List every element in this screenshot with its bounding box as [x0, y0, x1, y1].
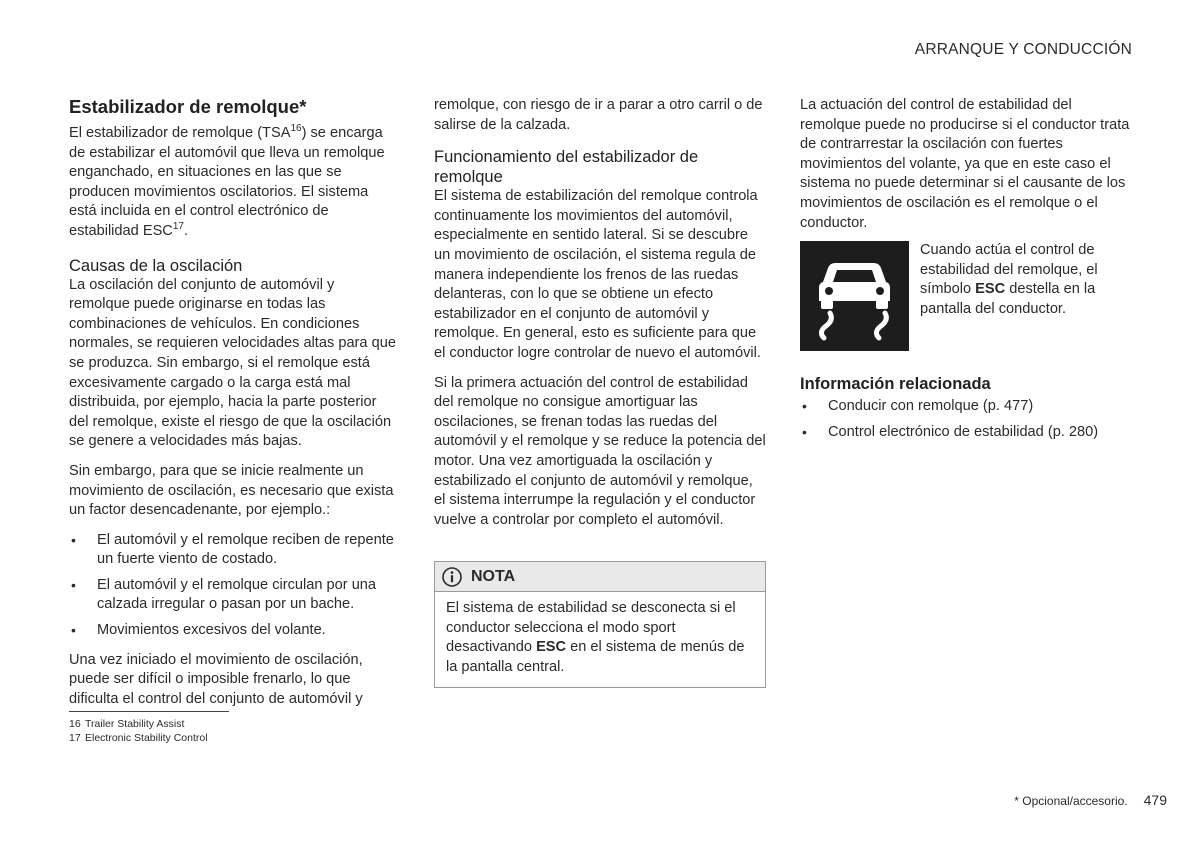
related-link-1[interactable]: • Conducir con remolque (p. 477) [800, 397, 1132, 417]
causes-paragraph-1: La oscilación del conjunto de automóvil y remolque puede originarse en todas las combinaciones de vehículos. En condiciones normales, se requieren velocidades altas para que se produzca. Sin embargo, si el remolque está excesivamente cargado o la carga está mal distribuida, por ejemplo, hacia la parte posterior del remolque, existe el riesgo de que la oscilación se genere a velocidades más bajas. [69, 276, 396, 450]
causes-paragraph-3: Una vez iniciado el movimiento de oscilación, puede ser difícil o imposible frenarlo, lo que dificulta el control del conjunto de automóvil y [69, 651, 363, 707]
info-icon [441, 566, 463, 588]
limitation-paragraph: La actuación del control de estabilidad del remolque puede no producirse si el conductor trata de contrarrestar la oscilación con fuertes movimientos del volante, ya que en este caso el sistema no puede determinar si el causante de los movimientos de oscilación es el remolque o el conductor. [800, 97, 1130, 231]
causes-paragraph-2: Sin embargo, para que se inicie realmente un movimiento de oscilación, es necesario que exista un factor desencadenante, por ejemplo.: [69, 462, 394, 519]
page-footer [1014, 792, 1167, 808]
note-header [435, 562, 765, 592]
related-heading: Información relacionada [800, 375, 991, 393]
list-item: • El automóvil y el remolque circulan por una calzada irregular o pasan por un bache. [69, 576, 399, 615]
list-item: • Movimientos excesivos del volante. [69, 621, 399, 641]
note-box [434, 561, 766, 688]
list-item: • El automóvil y el remolque reciben de repente un fuerte viento de costado. [69, 531, 399, 570]
footnotes [69, 717, 208, 745]
footnote-16 [69, 717, 208, 731]
esc-skid-icon [800, 241, 909, 351]
intro-paragraph [69, 124, 399, 242]
footnote-number: 17 [69, 732, 81, 744]
optional-note: * Opcional/accesorio. [1014, 794, 1128, 808]
related-link-2[interactable]: • Control electrónico de estabilidad (p. 280) [800, 423, 1132, 443]
note-title: NOTA [471, 567, 516, 585]
function-heading: Funcionamiento del estabilizador de remolque [434, 148, 699, 187]
column-1 [69, 96, 399, 719]
footnote-ref-17: 17 [172, 220, 184, 232]
function-paragraph-1: El sistema de estabilización del remolque controla continuamente los movimientos del automóvil, especialmente en sentido lateral. Si se descubre un movimiento de oscilación, el sistema regula de manera independiente los frenos de las ruedas delanteras, con lo que se obtiene un efecto estabilizador en el conjunto de automóvil y remolque. En general, esto es suficiente para que el conductor logre controlar de nuevo el automóvil. [434, 188, 761, 361]
footnote-ref-16: 16 [290, 123, 302, 134]
footnote-number: 16 [69, 718, 81, 730]
esc-text-b: destella en la pantalla del conductor. [920, 281, 1096, 317]
section-header: ARRANQUE Y CONDUCCIÓN [914, 41, 1132, 58]
note-esc: ESC [536, 639, 567, 656]
related-list [800, 397, 1132, 442]
continuation-paragraph: remolque, con riesgo de ir a parar a otro carril o de salirse de la calzada. [434, 97, 763, 133]
column-3 [800, 96, 1132, 243]
footnote-17 [69, 731, 208, 745]
function-paragraph-2: Si la primera actuación del control de estabilidad del remolque no consigue amortiguar las oscilaciones, se frenan todas las ruedas del automóvil y el remolque y se reduce la potencia del motor. Una vez amortiguada la oscilación y estabilizado el conjunto de automóvil y remolque, el sistema interrumpe la regulación y el conductor vuelve a controlar por completo el automóvil. [434, 374, 766, 528]
page-title: Estabilizador de remolque* [69, 96, 307, 117]
causes-heading: Causas de la oscilación [69, 256, 243, 275]
page-number: 479 [1143, 792, 1167, 808]
trigger-list [69, 531, 399, 641]
intro-text-c: . [183, 222, 189, 239]
esc-description [920, 241, 1132, 319]
footnote-text: Trailer Stability Assist [85, 718, 185, 730]
intro-text-a: El estabilizador de remolque (TSA [69, 125, 291, 141]
intro-text-b: ) se encarga de estabilizar el automóvil que lleva un remolque enganchado, en situaciones en las que se producen movimientos oscilatorios. El sistema está incluida en el control electrónico de estabilidad ESC [69, 125, 385, 239]
footnote-text: Electronic Stability Control [85, 732, 208, 744]
note-body [435, 592, 765, 687]
footnote-divider [69, 711, 229, 712]
esc-symbol-graphic [800, 241, 909, 351]
related-section [800, 360, 1132, 452]
column-2 [434, 96, 766, 540]
note-text-a: El sistema de estabilidad se desconecta si el conductor selecciona el modo sport desactivando [446, 600, 736, 656]
esc-label: ESC [975, 281, 1006, 298]
esc-text-a: Cuando actúa el control de estabilidad del remolque, el símbolo [920, 242, 1098, 298]
note-text-b: en el sistema de menús de la pantalla central. [446, 639, 745, 675]
